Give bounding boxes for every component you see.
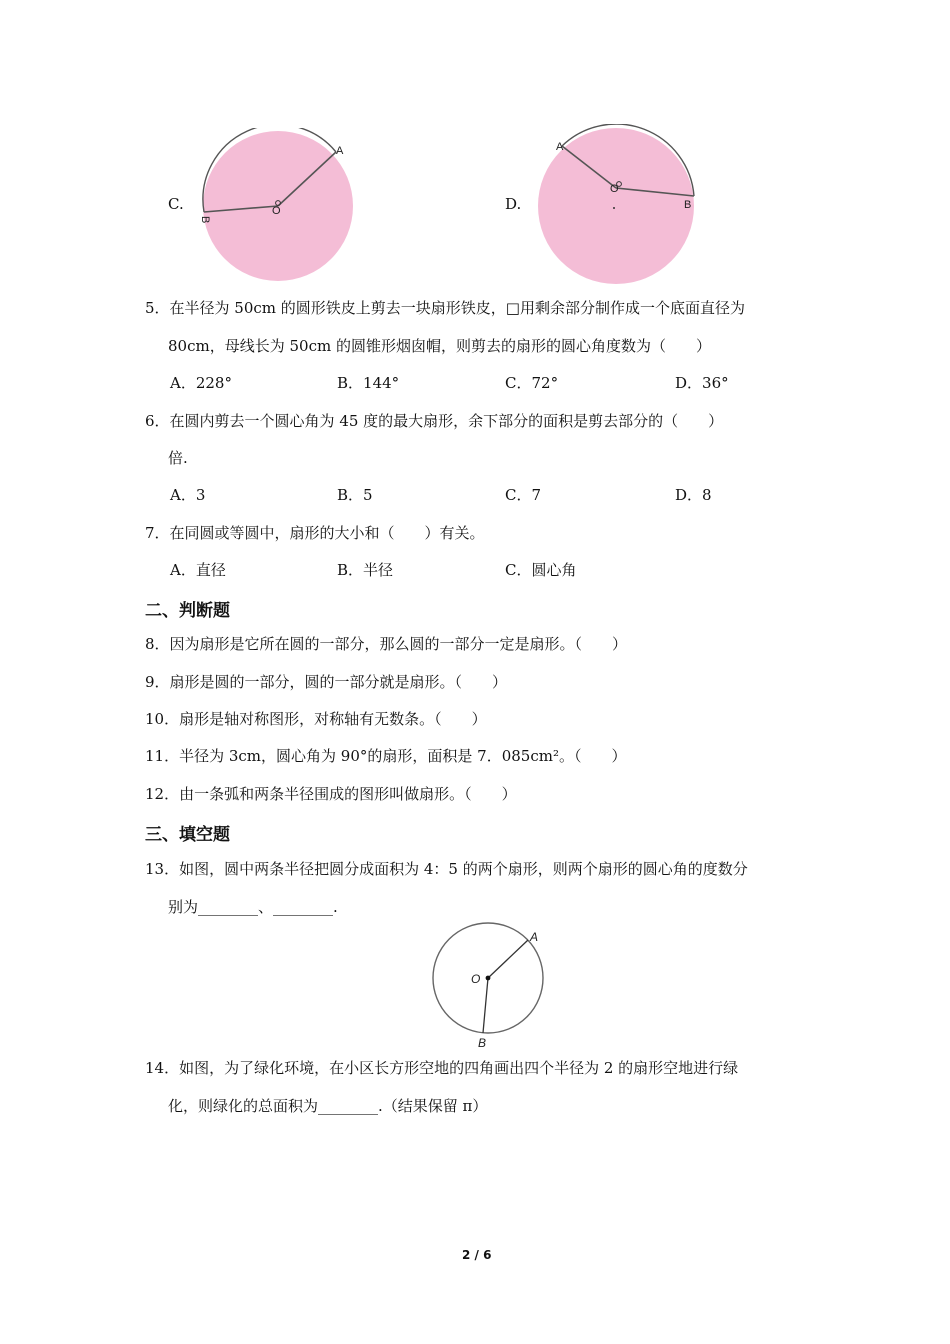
q13-radius-oa [488,940,528,978]
question-6-option-d[interactable]: D．8 [675,486,712,504]
option-c-label: C. [168,195,184,213]
figure-c-label-a: A [336,145,344,157]
question-5-option-b[interactable]: B．144° [337,374,400,392]
judge-item-8: 8．因为扇形是它所在圆的一部分，那么圆的一部分一定是扇形。（ ） [145,635,628,653]
question-6-line1: 6．在圆内剪去一个圆心角为 45 度的最大扇形，余下部分的面积是剪去部分的（ ） [145,412,724,430]
question-6-option-c[interactable]: C．7 [505,486,542,504]
figure-d-label-o: O [610,183,619,195]
option-d-label: D. [505,195,522,213]
figure-c-label-o: O [272,205,281,217]
question-7-option-a[interactable]: A．直径 [170,561,226,579]
figure-c-circle-sector [196,128,366,284]
question-7-line1: 7．在同圆或等圆中，扇形的大小和（ ）有关。 [145,524,485,542]
q13-radius-ob [483,978,488,1033]
question-6-option-a[interactable]: A．3 [170,486,206,504]
figure-d-label-b: B [684,199,692,211]
question-13-line1: 13．如图，圆中两条半径把圆分成面积为 4：5 的两个扇形，则两个扇形的圆心角的度数分 [145,860,748,878]
question-5-option-d[interactable]: D．36° [675,374,729,392]
judge-item-12: 12．由一条弧和两条半径围成的图形叫做扇形。（ ） [145,785,517,803]
q13-label-o: O [471,972,481,986]
question-5-line2: 80cm，母线长为 50cm 的圆锥形烟囱帽，则剪去的扇形的圆心角度数为（ ） [168,337,711,355]
question-14-line1: 14．如图，为了绿化环境，在小区长方形空地的四角画出四个半径为 2 的扇形空地进行绿 [145,1059,739,1077]
q13-label-b: B [478,1036,487,1050]
question-6-option-b[interactable]: B．5 [337,486,373,504]
question-5-option-a[interactable]: A．228° [170,374,232,392]
page-number: 2 / 6 [462,1248,492,1262]
judge-item-11: 11．半径为 3cm，圆心角为 90°的扇形，面积是 7．085cm²。（ ） [145,747,627,765]
figure-d-label-a: A [556,141,564,153]
question-6-line2: 倍. [168,449,188,467]
q13-label-a: A [530,930,539,944]
question-13-circle-figure [424,920,554,1050]
question-13-line2: 别为________、________. [168,898,338,916]
question-7-option-c[interactable]: C．圆心角 [505,561,577,579]
figure-c-label-b: B [199,216,211,224]
figure-d-circle-sector [530,124,706,286]
question-5-line1: 5．在半径为 50cm 的圆形铁皮上剪去一块扇形铁皮，□用剩余部分制作成一个底面直径为 [145,299,745,317]
judge-item-9: 9．扇形是圆的一部分，圆的一部分就是扇形。（ ） [145,673,508,691]
question-14-line2: 化，则绿化的总面积为________.（结果保留 π） [168,1097,488,1115]
section-title-fill-blank: 三、填空题 [145,825,230,845]
question-5-option-c[interactable]: C．72° [505,374,559,392]
question-7-option-b[interactable]: B．半径 [337,561,394,579]
judge-item-10: 10．扇形是轴对称图形，对称轴有无数条。（ ） [145,710,487,728]
section-title-judgement: 二、判断题 [145,601,230,621]
